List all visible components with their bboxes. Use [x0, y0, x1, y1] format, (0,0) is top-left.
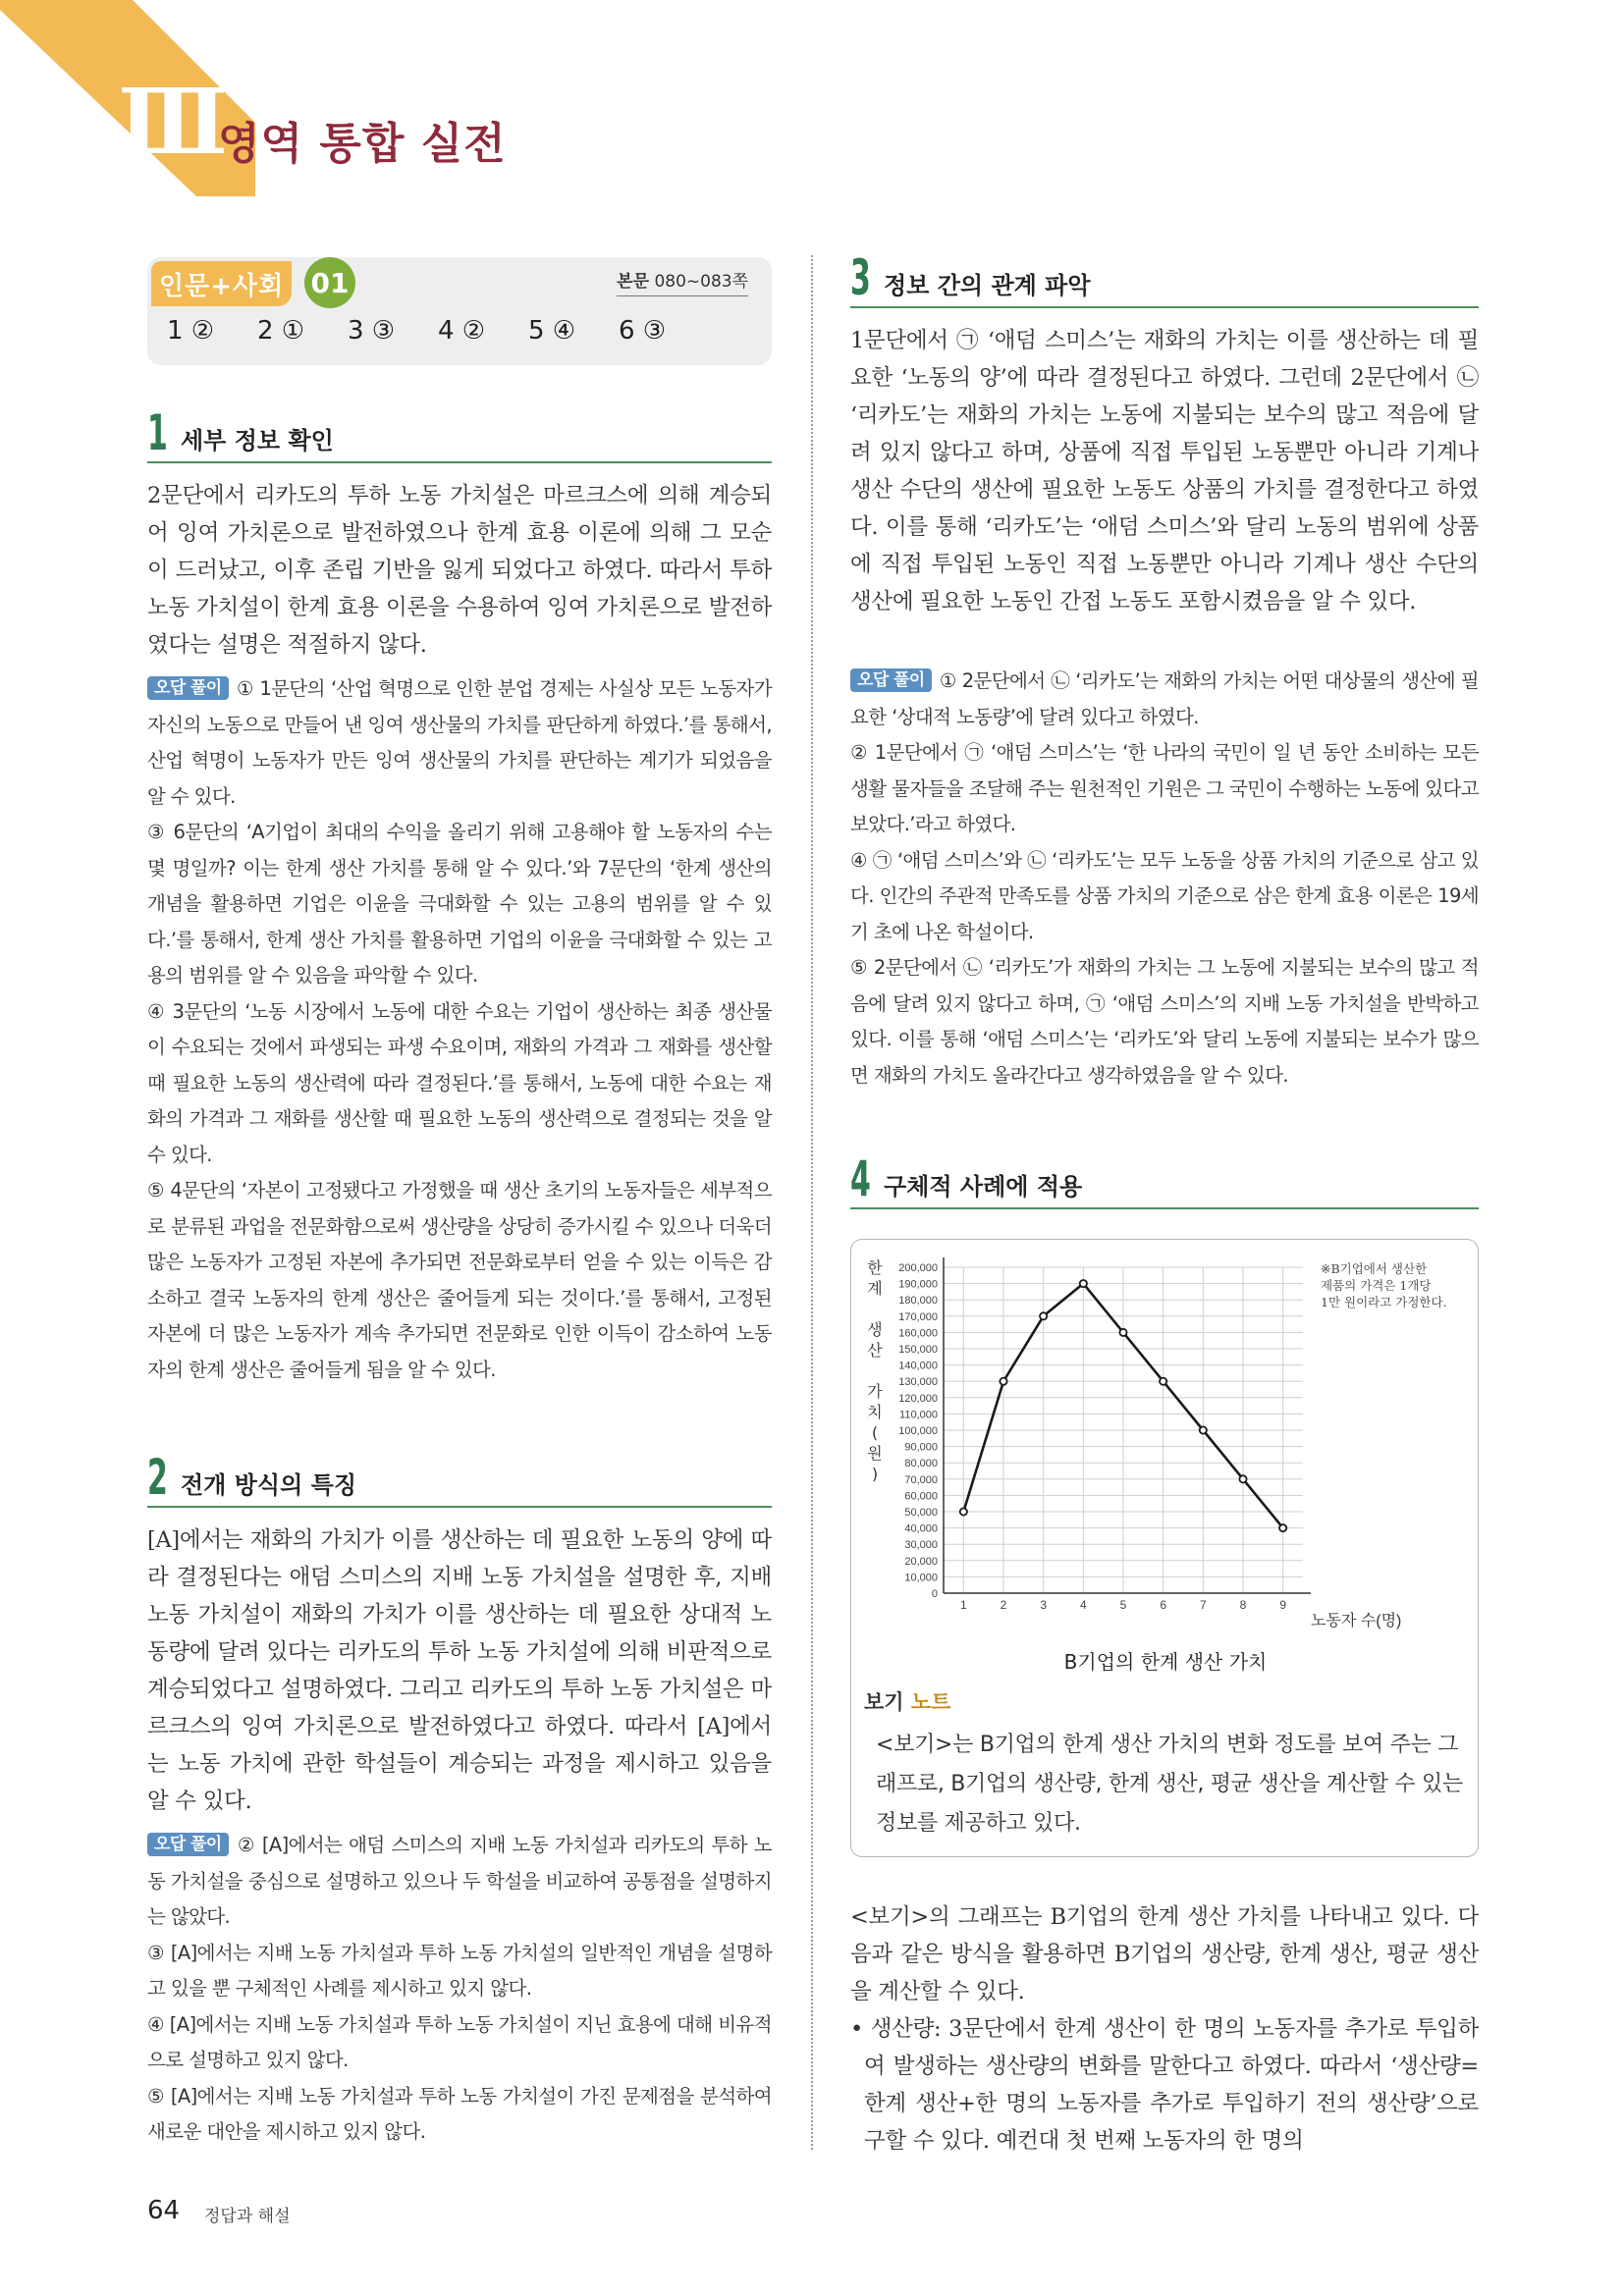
explanation-item: ⑤ 4문단의 ‘자본이 고정됐다고 가정했을 때 생산 초기의 노동자들은 세부적으로 분류된 과업을 전문화함으로써 생산량을 상당히 증가시킬 수 있으나 더욱더 많은 노동자가 고정된 자본에 추가되면 전문화로부터 얻을 수 있는 이득은 감소하고 결국 노동자의 한계 생산은 줄어들게 되는 것이다.’를 통해서, 고정된 자본에 더 많은 노동자가 계속 추가되면 전문화로 인한 이득이 감소하여 노동자의 한계 생산은 줄어들게 됨을 알 수 있다. [147, 1179, 772, 1381]
section-1-paragraph: 2문단에서 리카도의 투하 노동 가치설은 마르크스에 의해 계승되어 잉여 가치론으로 발전하였으나 한계 효용 이론에 의해 그 모순이 드러났고, 이후 존립 기반을 잃게 되었다고 하였다. 따라서 투하 노동 가치설이 한계 효용 이론을 수용하여 잉여 가치론으로 발전하였다는 설명은 적절하지 않다. [147, 483, 772, 658]
explanation-item: ① 1문단의 ‘산업 혁명으로 인한 분업 경제는 사실상 모든 노동자가 자신의 노동으로 만들어 낸 잉여 생산물의 가치를 판단하게 하였다.’를 통해서, 산업 혁명이 노동자가 만든 잉여 생산물의 가치를 판단하는 계기가 되었음을 알 수 있다. [147, 677, 772, 808]
chapter-title: 영역 통합 실전 [218, 119, 507, 169]
chart-note-line: 제품의 가격은 1개당 [1321, 1278, 1432, 1293]
answer-item: 6 ③ [619, 316, 667, 346]
section-2-paragraph: [A]에서는 재화의 가치가 이를 생산하는 데 필요한 노동의 양에 따라 결정된다는 애덤 스미스의 지배 노동 가치설을 설명한 후, 지배 노동 가치설이 재화의 가치가 이를 생산하는 데 필요한 상대적 노동량에 달려 있다는 리카도의 투하 노동 가치설에 의해 비판적으로 계승되었다고 설명하였다. 그리고 리카도의 투하 노동 가치설은 마르크스의 잉여 가치론으로 발전하였다고 하였다. 따라서 [A]에서는 노동 가치에 관한 학설들이 계승되는 과정을 제시하고 있음을 알 수 있다. [147, 1527, 772, 1814]
explanation-item: ② 1문단에서 ㉠ ‘애덤 스미스’는 ‘한 나라의 국민이 일 년 동안 소비하는 모든 생활 물자들을 조달해 주는 원천적인 기원은 그 국민이 수행하는 노동에 있다고 보았다.’라고 하였다. [850, 741, 1479, 835]
section-title: 전개 방식의 특징 [181, 1471, 356, 1499]
explanation-block [147, 1828, 772, 1936]
page-number: 64 [147, 2196, 181, 2225]
x-tick-label: 4 [1079, 1598, 1087, 1612]
note-title [854, 1686, 958, 1716]
explanation-item: ④ [A]에서는 지배 노동 가치설과 투하 노동 가치설이 지닌 효용에 대해 비유적으로 설명하고 있지 않다. [147, 2012, 772, 2071]
data-point [1160, 1378, 1166, 1385]
subject-badge [151, 261, 292, 306]
y-tick-label: 60,000 [904, 1490, 938, 1503]
section-title: 세부 정보 확인 [181, 427, 334, 454]
y-axis-label-char: 계 [867, 1279, 883, 1298]
section-number: 3 [850, 249, 871, 306]
note-title-b: 노트 [910, 1690, 951, 1714]
chart-note [1321, 1261, 1447, 1309]
section-3-explanations [850, 664, 1479, 1094]
y-tick-label: 20,000 [904, 1555, 938, 1568]
explanation-item: ④ ㉠ ‘애덤 스미스’와 ㉡ ‘리카도’는 모두 노동을 상품 가치의 기준으로 삼고 있다. 인간의 주관적 만족도를 상품 가치의 기준으로 삼은 한계 효용 이론은 19세기 초에 나온 학설이다. [850, 848, 1479, 943]
section-4-header [850, 1150, 1479, 1209]
marginal-product-chart [851, 1240, 1480, 1691]
x-tick-label: 5 [1119, 1598, 1127, 1612]
answer-item: 1 ② [167, 316, 215, 346]
x-tick-label: 8 [1239, 1598, 1247, 1612]
note-title-a: 보기 [864, 1690, 904, 1714]
wrong-answer-tag: 오답 풀이 [850, 668, 932, 692]
y-tick-label: 50,000 [904, 1507, 938, 1519]
x-tick-label: 6 [1160, 1598, 1167, 1612]
explanation-item: ③ [A]에서는 지배 노동 가치설과 투하 노동 가치설의 일반적인 개념을 설명하고 있을 뿐 구체적인 사례를 제시하고 있지 않다. [147, 1941, 772, 2000]
answer-item: 5 ④ [528, 316, 576, 346]
y-axis-label-char: ( [871, 1423, 879, 1442]
y-tick-label: 110,000 [899, 1409, 938, 1421]
data-point [1119, 1329, 1126, 1336]
y-tick-label: 140,000 [898, 1360, 938, 1372]
chapter-roman-numeral: Ⅲ [118, 69, 223, 175]
chart-note-line: ※B기업에서 생산한 [1321, 1261, 1428, 1276]
explanation-item: ③ 6문단의 ‘A기업이 최대의 수익을 올리기 위해 고용해야 할 노동자의 수는 몇 명일까? 이는 한계 생산 가치를 통해 알 수 있다.’와 7문단의 ‘한계 생산의 개념을 활용하면 기업은 이윤을 극대화할 수 있는 고용의 범위를 알 수 있다.’를 통해서, 한계 생산 가치를 활용하면 기업의 이윤을 극대화할 수 있는 고용의 범위를 알 수 있음을 파악할 수 있다. [147, 821, 772, 987]
reference-range: 080~083쪽 [654, 272, 748, 292]
y-tick-label: 40,000 [904, 1522, 938, 1535]
reference-label: 본문 [617, 272, 650, 292]
data-point [1080, 1280, 1087, 1287]
data-point [1279, 1524, 1286, 1531]
section-title: 정보 간의 관계 파악 [884, 272, 1091, 299]
y-axis-label-char: 치 [867, 1403, 883, 1421]
note-text: <보기>는 B기업의 한계 생산 가치의 변화 정도를 보여 주는 그래프로, B기업의 생산량, 한계 생산, 평균 생산을 계산할 수 있는 정보를 제공하고 있다. [876, 1733, 1463, 1836]
y-tick-label: 70,000 [904, 1473, 938, 1486]
y-tick-label: 160,000 [898, 1327, 938, 1340]
y-axis-label-char: 원 [867, 1444, 883, 1463]
section-1-header [147, 404, 772, 463]
section-3-header [850, 249, 1479, 308]
y-tick-label: 0 [931, 1588, 938, 1600]
column-divider [811, 255, 813, 2150]
answer-item: 4 ② [438, 316, 486, 346]
data-point [960, 1508, 967, 1515]
x-tick-label: 9 [1279, 1598, 1287, 1612]
y-tick-label: 80,000 [904, 1458, 938, 1470]
section-number: 2 [147, 1449, 168, 1506]
data-point [1000, 1378, 1006, 1385]
y-tick-label: 170,000 [898, 1310, 938, 1323]
y-tick-label: 200,000 [898, 1262, 938, 1274]
y-tick-label: 30,000 [904, 1539, 938, 1552]
y-tick-label: 180,000 [898, 1295, 938, 1308]
y-tick-label: 120,000 [898, 1392, 938, 1405]
reference-pages [617, 267, 748, 296]
subject-number: 01 [304, 257, 355, 308]
section-number: 1 [147, 404, 168, 461]
x-tick-label: 7 [1199, 1598, 1207, 1612]
answers-row [167, 316, 709, 346]
explanation-item: ⑤ [A]에서는 지배 노동 가치설과 투하 노동 가치설이 가진 문제점을 분석하여 새로운 대안을 제시하고 있지 않다. [147, 2084, 772, 2143]
wrong-answer-tag: 오답 풀이 [147, 1833, 229, 1856]
y-tick-label: 100,000 [898, 1425, 938, 1437]
section-number: 4 [850, 1150, 871, 1207]
explanation-item: ① 2문단에서 ㉡ ‘리카도’는 재화의 가치는 어떤 대상물의 생산에 필요한 ‘상대적 노동량’에 달려 있다고 하였다. [850, 669, 1479, 728]
y-axis-label [867, 1258, 883, 1483]
wrong-answer-tag: 오답 풀이 [147, 676, 229, 700]
answer-item: 3 ③ [348, 316, 396, 346]
answer-item: 2 ① [257, 316, 305, 346]
chart-title: B기업의 한계 생산 가치 [1063, 1650, 1268, 1674]
section-3-paragraph: 1문단에서 ㉠ ‘애덤 스미스’는 재화의 가치는 이를 생산하는 데 필요한 ‘노동의 양’에 따라 결정된다고 하였다. 그런데 2문단에서 ㉡ ‘리카도’는 재화의 가치는 노동에 지불되는 보수의 많고 적음에 달려 있지 않다고 하며, 상품에 직접 투입된 노동뿐만 아니라 기계나 생산 수단의 생산에 필요한 노동도 상품의 가치를 결정한다고 하였다. 이를 통해 ‘리카도’는 ‘애덤 스미스’와 달리 노동의 범위에 상품에 직접 투입된 노동인 직접 노동뿐만 아니라 기계나 생산 수단의 생산에 필요한 노동인 간접 노동도 포함시켰음을 알 수 있다. [850, 328, 1479, 614]
section-2-header [147, 1449, 772, 1508]
y-tick-label: 130,000 [898, 1376, 938, 1389]
x-tick-label: 1 [959, 1598, 967, 1612]
y-tick-label: 90,000 [904, 1441, 938, 1454]
explanation-item: ④ 3문단의 ‘노동 시장에서 노동에 대한 수요는 기업이 생산하는 최종 생산물이 수요되는 것에서 파생되는 파생 수요이며, 재화의 가격과 그 재화를 생산할 때 필요한 노동의 생산력에 따라 결정된다.’를 통해서, 노동에 대한 수요는 재화의 가격과 그 재화를 생산할 때 필요한 노동의 생산력으로 결정되는 것을 알 수 있다. [147, 999, 772, 1166]
explanation-block [850, 664, 1479, 735]
y-axis-label-char: 산 [867, 1341, 883, 1360]
answer-box [147, 257, 772, 365]
y-tick-label: 150,000 [898, 1344, 938, 1356]
subject-label: 인문+사회 [159, 271, 285, 301]
data-point [1239, 1475, 1246, 1482]
data-point [1200, 1426, 1207, 1433]
section-4-bullet: • 생산량: 3문단에서 한계 생산이 한 명의 노동자를 추가로 투입하여 발생하는 생산량의 변화를 말한다고 하였다. 따라서 ‘생산량=한계 생산+한 명의 노동자를 추가로 투입하기 전의 생산량’으로 구할 수 있다. 예컨대 첫 번째 노동자의 한 명의 [850, 2016, 1479, 2154]
chart-box [850, 1239, 1479, 1726]
y-tick-label: 10,000 [904, 1572, 938, 1584]
x-tick-label: 2 [1000, 1598, 1007, 1612]
y-tick-label: 190,000 [898, 1278, 938, 1291]
explanation-block [147, 671, 772, 815]
y-axis-label-char: ) [871, 1465, 879, 1483]
y-axis-label-char: 한 [867, 1258, 883, 1277]
section-title: 구체적 사례에 적용 [884, 1173, 1083, 1201]
section-1-explanations [147, 671, 772, 1388]
x-axis-label: 노동자 수(명) [1311, 1613, 1402, 1629]
explanation-item: ⑤ 2문단에서 ㉡ ‘리카도’가 재화의 가치는 그 노동에 지불되는 보수의 많고 적음에 달려 있지 않다고 하며, ㉠ ‘애덤 스미스’의 지배 노동 가치설을 반박하고 있다. 이를 통해 ‘애덤 스미스’는 ‘리카도’와 달리 노동에 지불되는 보수가 많으면 재화의 가치도 올라간다고 생각하였음을 알 수 있다. [850, 956, 1479, 1087]
explanation-item: ② [A]에서는 애덤 스미스의 지배 노동 가치설과 리카도의 투하 노동 가치설을 중심으로 설명하고 있으나 두 학설을 비교하여 공통점을 설명하지는 않았다. [147, 1834, 772, 1928]
y-axis-label-char: 가 [867, 1382, 883, 1401]
y-axis-label-char: 생 [867, 1320, 883, 1339]
data-point [1040, 1312, 1047, 1319]
page-label: 정답과 해설 [204, 2207, 291, 2226]
x-tick-label: 3 [1040, 1598, 1048, 1612]
section-4-paragraph: <보기>의 그래프는 B기업의 한계 생산 가치를 나타내고 있다. 다음과 같은 방식을 활용하면 B기업의 생산량, 한계 생산, 평균 생산을 계산할 수 있다. [850, 1904, 1479, 2004]
section-2-explanations [147, 1828, 772, 2151]
chart-note-line: 1만 원이라고 가정한다. [1321, 1295, 1447, 1309]
